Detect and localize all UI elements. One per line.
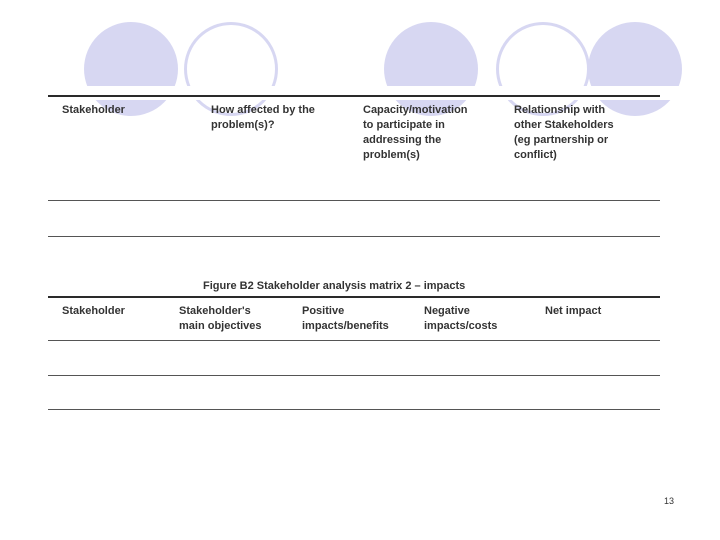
matrix-2-row-3 [48,409,660,410]
header-net-impact: Net impact [545,305,602,317]
header-positive-impacts: Positive impacts/benefits [302,305,389,332]
matrix-1-row-2 [48,236,660,237]
matrix-1-row-1 [48,200,660,201]
matrix-2-row-2 [48,375,660,376]
stakeholder-matrix-2 [48,296,660,412]
stakeholder-matrix-1 [48,95,660,240]
matrix-2-row-1 [48,340,660,341]
header-stakeholder-2: Stakeholder [62,305,125,317]
header-how-affected: How affected by the problem(s)? [211,104,315,131]
header-relationship: Relationship with other Stakeholders (eg partnership or conflict) [514,104,614,161]
header-main-objectives: Stakeholder's main objectives [179,305,262,332]
header-negative-impacts: Negative impacts/costs [424,305,498,332]
page-number: 13 [664,496,675,506]
header-stakeholder: Stakeholder [62,104,125,116]
figure-b2-caption: Figure B2 Stakeholder analysis matrix 2 – impacts [203,280,466,292]
header-capacity-motivation: Capacity/motivation to participate in addressing the problem(s) [363,104,468,161]
